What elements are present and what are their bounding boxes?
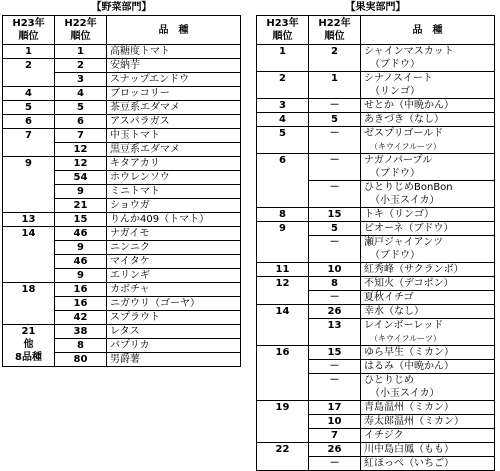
table-row bbox=[257, 401, 495, 415]
variety-cell bbox=[361, 291, 495, 305]
prev-rank-cell: － bbox=[309, 236, 361, 263]
prev-rank-cell: 4 bbox=[55, 87, 107, 101]
variety-name: キタアカリ bbox=[110, 158, 160, 169]
variety-name: 瀬戸ジャイアンツ bbox=[364, 237, 444, 248]
table-row bbox=[257, 222, 495, 236]
variety-name: あきづき（なし） bbox=[364, 114, 444, 125]
prev-rank-cell: 2 bbox=[309, 45, 361, 72]
variety-cell bbox=[361, 99, 495, 113]
vegetable-table bbox=[2, 15, 241, 367]
variety-cell bbox=[107, 255, 241, 269]
table-row bbox=[257, 154, 495, 181]
table-row bbox=[257, 277, 495, 291]
prev-rank-cell: 54 bbox=[55, 171, 107, 185]
table-row bbox=[3, 283, 241, 297]
variety-name: 高糖度トマト bbox=[110, 46, 170, 57]
prev-rank-cell: 2 bbox=[55, 59, 107, 73]
variety-cell bbox=[107, 171, 241, 185]
variety-cell bbox=[107, 199, 241, 213]
variety-name: ブロッコリー bbox=[110, 88, 170, 99]
variety-name: 青島温州（ミカン） bbox=[364, 402, 454, 413]
prev-rank-cell: 12 bbox=[55, 157, 107, 171]
variety-name: トキ（リンゴ） bbox=[364, 209, 434, 220]
variety-name: ピオーネ（ブドウ） bbox=[364, 223, 454, 234]
variety-name: りんか409（トマト） bbox=[110, 214, 210, 225]
variety-cell bbox=[361, 346, 495, 360]
variety-cell bbox=[107, 269, 241, 283]
variety-name: レタス bbox=[110, 326, 140, 337]
rank-cell: 2 bbox=[257, 72, 309, 99]
prev-rank-cell: － bbox=[309, 127, 361, 154]
rank-cell: 4 bbox=[3, 87, 55, 101]
table-row bbox=[3, 45, 241, 59]
table-row bbox=[257, 208, 495, 222]
rank-cell: 21 他 8品種 bbox=[3, 325, 55, 367]
rank-cell: 19 bbox=[257, 401, 309, 443]
rank-cell: 3 bbox=[257, 99, 309, 113]
rank-cell: 2 bbox=[3, 59, 55, 87]
prev-rank-cell: － bbox=[309, 291, 361, 305]
rank-cell: 5 bbox=[257, 127, 309, 154]
prev-rank-cell: 1 bbox=[309, 72, 361, 99]
fruit-title: 【果実部門】 bbox=[345, 2, 406, 13]
table-row bbox=[257, 72, 495, 99]
prev-rank-cell: － bbox=[309, 457, 361, 471]
prev-rank-cell: 5 bbox=[55, 101, 107, 115]
rank-cell: 12 bbox=[257, 277, 309, 305]
variety-cell bbox=[107, 87, 241, 101]
rank-cell: 6 bbox=[257, 154, 309, 208]
variety-cell bbox=[107, 325, 241, 339]
variety-name: 中玉トマト bbox=[110, 130, 160, 141]
variety-cell bbox=[361, 45, 495, 72]
variety-note: （ブドウ） bbox=[370, 59, 420, 70]
vegetable-panel bbox=[2, 0, 241, 367]
header-variety: 品 種 bbox=[361, 16, 495, 45]
rank-cell: 18 bbox=[3, 283, 55, 325]
rank-cell: 9 bbox=[3, 157, 55, 213]
variety-note: （リンゴ） bbox=[370, 86, 420, 97]
prev-rank-cell: 10 bbox=[309, 263, 361, 277]
header-rank-prev: H22年 順位 bbox=[55, 16, 107, 45]
table-row bbox=[257, 127, 495, 154]
prev-rank-cell: － bbox=[309, 360, 361, 374]
rank-cell: 11 bbox=[257, 263, 309, 277]
variety-name: イチジク bbox=[364, 430, 404, 441]
prev-rank-cell: 5 bbox=[309, 113, 361, 127]
prev-rank-cell: 46 bbox=[55, 255, 107, 269]
variety-cell bbox=[361, 181, 495, 208]
header-variety: 品 種 bbox=[107, 16, 241, 45]
table-row bbox=[3, 325, 241, 339]
prev-rank-cell: 26 bbox=[309, 305, 361, 319]
variety-cell bbox=[361, 374, 495, 401]
variety-name: 紅秀峰（サクランボ） bbox=[364, 264, 464, 275]
variety-name: 安納芋 bbox=[110, 60, 140, 71]
prev-rank-cell: 80 bbox=[55, 353, 107, 367]
variety-name: 茶豆系エダマメ bbox=[110, 102, 180, 113]
table-row bbox=[257, 45, 495, 72]
prev-rank-cell: 15 bbox=[55, 213, 107, 227]
variety-cell bbox=[361, 401, 495, 415]
variety-name: ミニトマト bbox=[110, 186, 160, 197]
table-row bbox=[257, 346, 495, 360]
variety-cell bbox=[107, 353, 241, 367]
variety-cell bbox=[107, 311, 241, 325]
rank-cell: 14 bbox=[3, 227, 55, 283]
variety-name: 川中島白鳳（もも） bbox=[364, 444, 454, 455]
rank-cell: 9 bbox=[257, 222, 309, 263]
variety-name: 紅ほっぺ（いちご） bbox=[364, 458, 454, 469]
rank-cell: 1 bbox=[3, 45, 55, 59]
variety-name: ゆら早生（ミカン） bbox=[364, 347, 454, 358]
header-rank-prev: H22年 順位 bbox=[309, 16, 361, 45]
variety-cell bbox=[361, 72, 495, 99]
variety-cell bbox=[107, 185, 241, 199]
prev-rank-cell: 16 bbox=[55, 297, 107, 311]
variety-cell bbox=[361, 263, 495, 277]
variety-name: せとか（中晩かん） bbox=[364, 100, 454, 111]
variety-name: レインボーレッド bbox=[364, 320, 444, 331]
variety-name: 幸水（なし） bbox=[364, 306, 424, 317]
variety-name: カボチャ bbox=[110, 284, 150, 295]
variety-cell bbox=[107, 157, 241, 171]
prev-rank-cell: 9 bbox=[55, 269, 107, 283]
variety-cell bbox=[107, 213, 241, 227]
variety-name: はるみ（中晩かん） bbox=[364, 361, 454, 372]
variety-name: パプリカ bbox=[110, 340, 150, 351]
rank-cell: 22 bbox=[257, 443, 309, 471]
header-rank-now: H23年 順位 bbox=[257, 16, 309, 45]
variety-cell bbox=[107, 241, 241, 255]
variety-name: 不知火（デコポン） bbox=[364, 278, 454, 289]
variety-cell bbox=[107, 227, 241, 241]
prev-rank-cell: 7 bbox=[55, 129, 107, 143]
variety-note: （ブドウ） bbox=[370, 168, 420, 179]
prev-rank-cell: 8 bbox=[55, 339, 107, 353]
variety-cell bbox=[361, 443, 495, 457]
variety-name: 黒豆系エダマメ bbox=[110, 144, 180, 155]
table-row bbox=[3, 59, 241, 73]
variety-cell bbox=[107, 297, 241, 311]
table-row bbox=[3, 129, 241, 143]
vegetable-title: 【野菜部門】 bbox=[91, 2, 152, 13]
variety-cell bbox=[107, 101, 241, 115]
variety-cell bbox=[361, 415, 495, 429]
variety-cell bbox=[107, 143, 241, 157]
prev-rank-cell: 3 bbox=[55, 73, 107, 87]
prev-rank-cell: 9 bbox=[55, 185, 107, 199]
variety-name: ニガウリ（ゴーヤ） bbox=[110, 298, 200, 309]
variety-name: スナップエンドウ bbox=[110, 74, 190, 85]
variety-name: ショウガ bbox=[110, 200, 150, 211]
variety-cell bbox=[361, 457, 495, 471]
table-row bbox=[257, 113, 495, 127]
variety-cell bbox=[361, 154, 495, 181]
fruit-panel bbox=[256, 0, 495, 471]
prev-rank-cell: 7 bbox=[309, 429, 361, 443]
variety-name: 男爵薯 bbox=[110, 354, 140, 365]
prev-rank-cell: 12 bbox=[55, 143, 107, 157]
prev-rank-cell: － bbox=[309, 374, 361, 401]
variety-cell bbox=[361, 319, 495, 346]
variety-cell bbox=[107, 129, 241, 143]
prev-rank-cell: 38 bbox=[55, 325, 107, 339]
table-row bbox=[257, 443, 495, 457]
prev-rank-cell: 1 bbox=[55, 45, 107, 59]
prev-rank-cell: － bbox=[309, 99, 361, 113]
variety-name: ゼスプリゴールド bbox=[364, 128, 444, 139]
prev-rank-cell: 15 bbox=[309, 346, 361, 360]
table-row bbox=[3, 227, 241, 241]
variety-name: アスパラガス bbox=[110, 116, 170, 127]
variety-name: ナガイモ bbox=[110, 228, 150, 239]
variety-name: シャインマスカット bbox=[364, 46, 454, 57]
variety-name: スプラウト bbox=[110, 312, 160, 323]
prev-rank-cell: 17 bbox=[309, 401, 361, 415]
variety-cell bbox=[107, 283, 241, 297]
prev-rank-cell: 26 bbox=[309, 443, 361, 457]
variety-cell bbox=[361, 360, 495, 374]
prev-rank-cell: 10 bbox=[309, 415, 361, 429]
table-row bbox=[3, 213, 241, 227]
variety-name: ひとりじめ bbox=[364, 375, 414, 386]
prev-rank-cell: 21 bbox=[55, 199, 107, 213]
variety-note: （小玉スイカ） bbox=[370, 195, 440, 206]
table-row bbox=[257, 263, 495, 277]
rank-cell: 16 bbox=[257, 346, 309, 401]
variety-note: （小玉スイカ） bbox=[370, 388, 440, 399]
header-rank-now: H23年 順位 bbox=[3, 16, 55, 45]
prev-rank-cell: 15 bbox=[309, 208, 361, 222]
table-row bbox=[3, 87, 241, 101]
variety-note: （キウイフルーツ） bbox=[370, 334, 441, 343]
rank-cell: 6 bbox=[3, 115, 55, 129]
variety-name: 夏秋イチゴ bbox=[364, 292, 414, 303]
prev-rank-cell: － bbox=[309, 154, 361, 181]
variety-name: シナノスイート bbox=[364, 73, 433, 84]
rank-cell: 8 bbox=[257, 208, 309, 222]
prev-rank-cell: 6 bbox=[55, 115, 107, 129]
table-row bbox=[3, 115, 241, 129]
variety-cell bbox=[361, 222, 495, 236]
variety-cell bbox=[361, 277, 495, 291]
rank-cell: 7 bbox=[3, 129, 55, 157]
variety-cell bbox=[107, 73, 241, 87]
variety-cell bbox=[361, 429, 495, 443]
fruit-table bbox=[256, 15, 495, 471]
variety-cell bbox=[361, 113, 495, 127]
prev-rank-cell: 5 bbox=[309, 222, 361, 236]
rank-cell: 14 bbox=[257, 305, 309, 346]
variety-cell bbox=[107, 45, 241, 59]
variety-cell bbox=[107, 59, 241, 73]
variety-name: ひとりじめBonBon bbox=[364, 182, 453, 193]
variety-name: 寿太郎温州（ミカン） bbox=[364, 416, 464, 427]
variety-cell bbox=[361, 208, 495, 222]
variety-name: ホウレンソウ bbox=[110, 172, 170, 183]
table-row bbox=[257, 305, 495, 319]
prev-rank-cell: 9 bbox=[55, 241, 107, 255]
variety-cell bbox=[361, 236, 495, 263]
variety-note: （ブドウ） bbox=[370, 250, 420, 261]
variety-name: ナガノパープル bbox=[364, 155, 433, 166]
table-row bbox=[3, 157, 241, 171]
variety-cell bbox=[107, 115, 241, 129]
rank-cell: 5 bbox=[3, 101, 55, 115]
rank-cell: 13 bbox=[3, 213, 55, 227]
prev-rank-cell: － bbox=[309, 181, 361, 208]
prev-rank-cell: 46 bbox=[55, 227, 107, 241]
variety-name: ニンニク bbox=[110, 242, 150, 253]
prev-rank-cell: 42 bbox=[55, 311, 107, 325]
rank-cell: 4 bbox=[257, 113, 309, 127]
prev-rank-cell: 13 bbox=[309, 319, 361, 346]
prev-rank-cell: 8 bbox=[309, 277, 361, 291]
variety-cell bbox=[107, 339, 241, 353]
variety-cell bbox=[361, 127, 495, 154]
variety-cell bbox=[361, 305, 495, 319]
table-row bbox=[3, 101, 241, 115]
variety-name: エリンギ bbox=[110, 270, 150, 281]
prev-rank-cell: 16 bbox=[55, 283, 107, 297]
rank-cell: 1 bbox=[257, 45, 309, 72]
variety-note: （キウイフルーツ） bbox=[370, 142, 441, 151]
table-row bbox=[257, 99, 495, 113]
variety-name: マイタケ bbox=[110, 256, 150, 267]
